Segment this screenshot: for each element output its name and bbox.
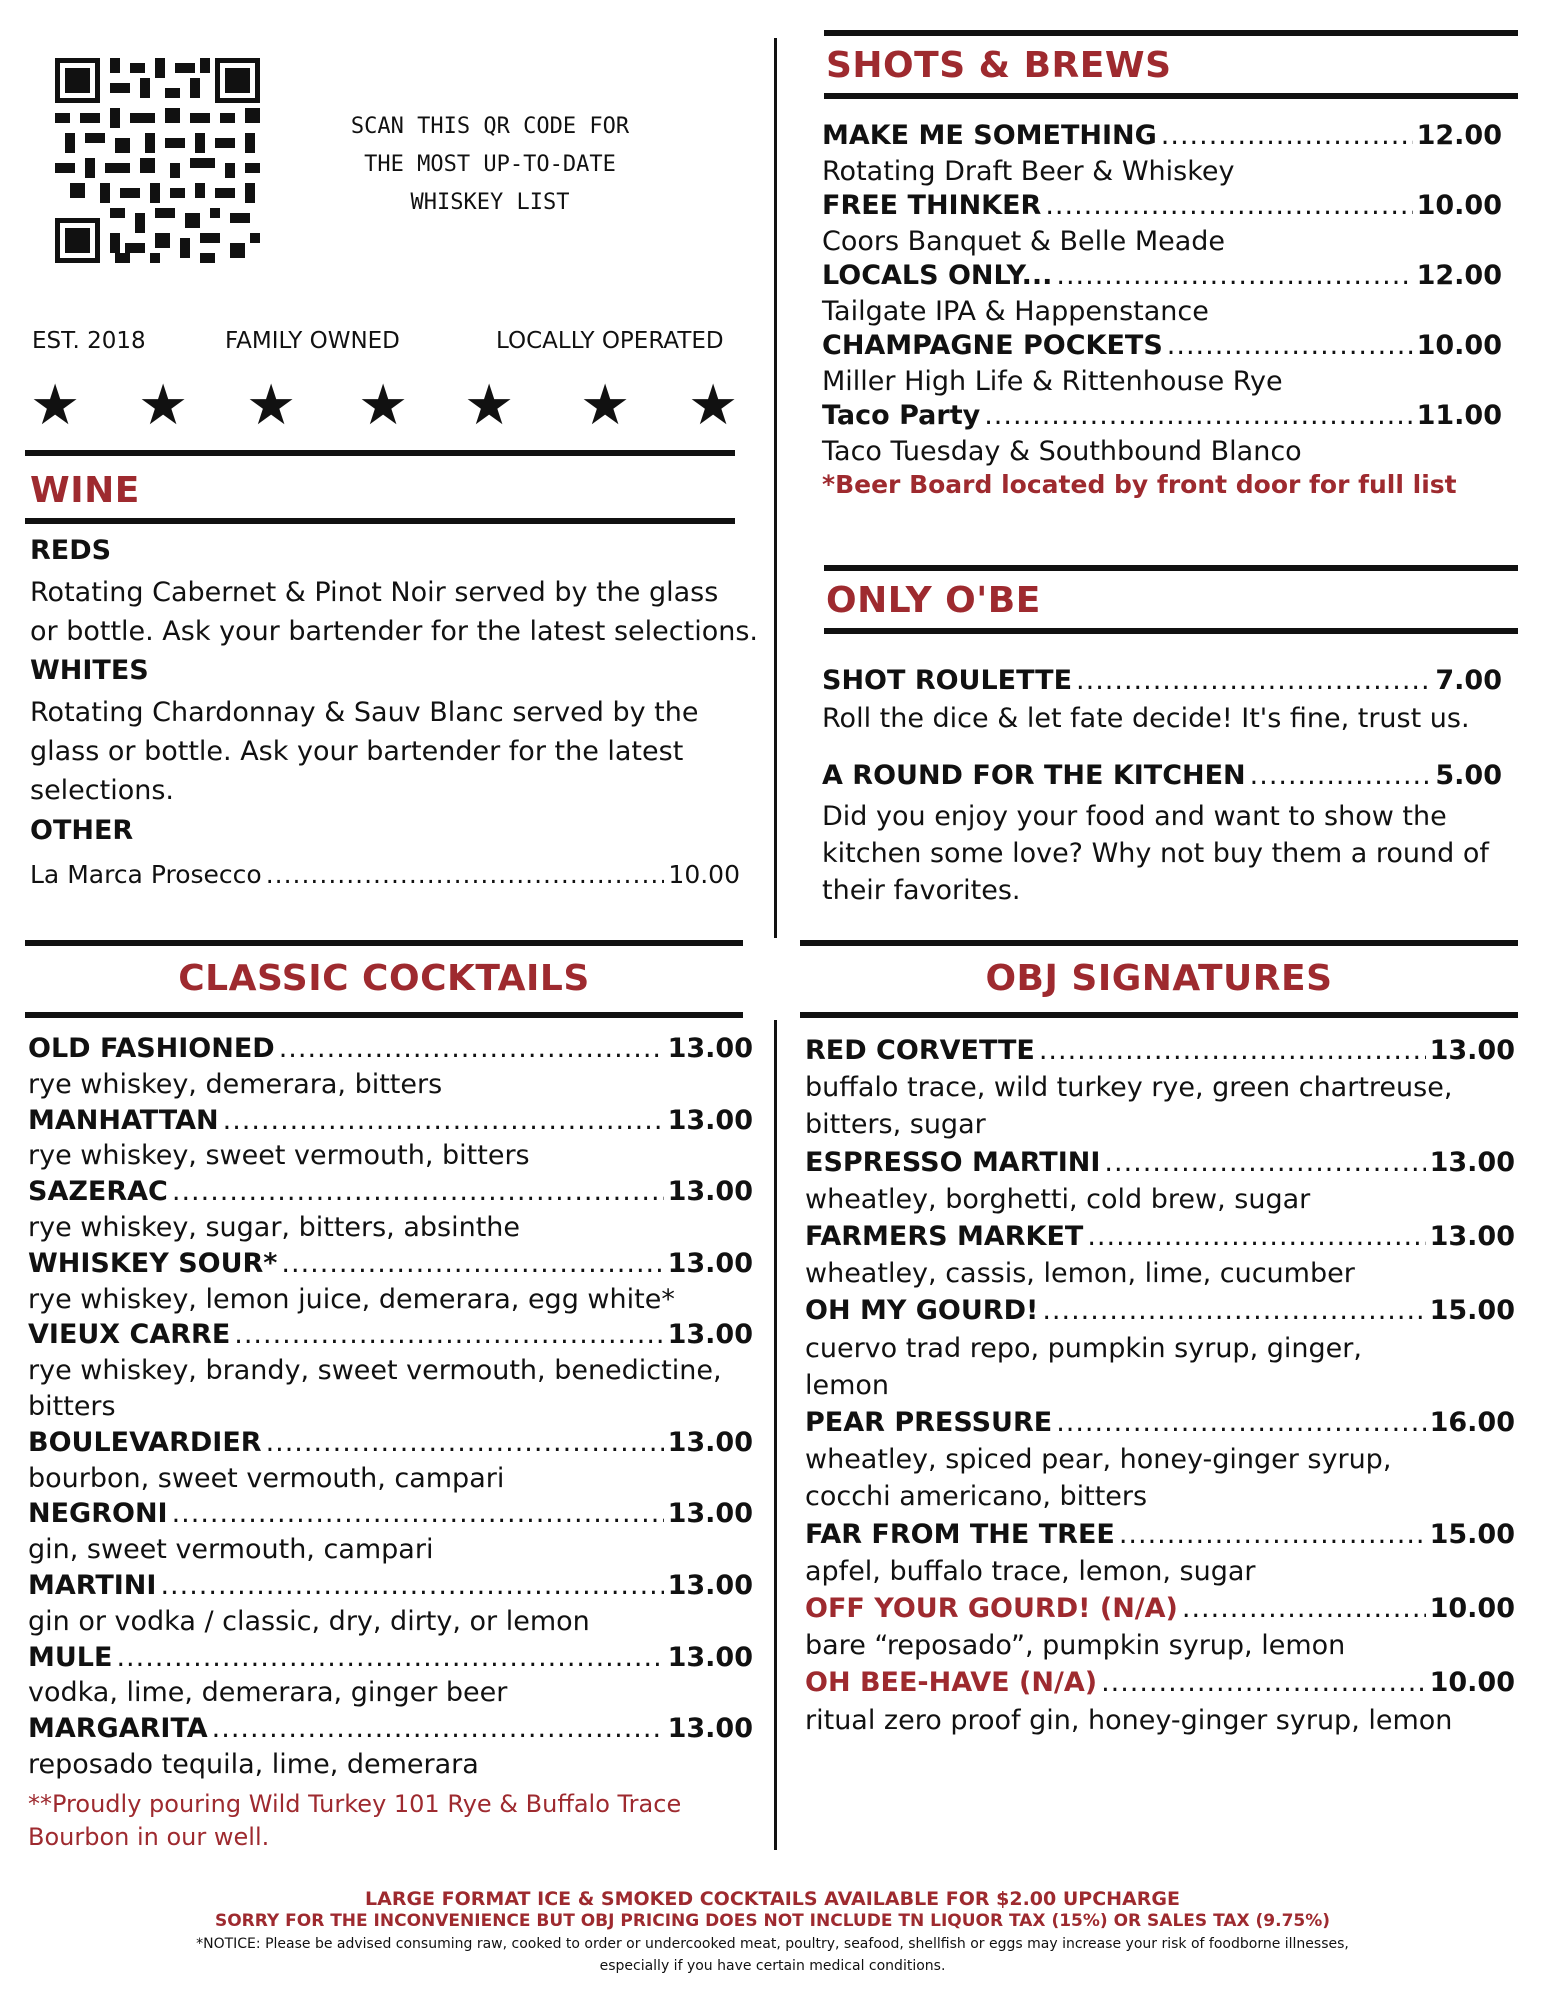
item-name: OFF YOUR GOURD! (N/A) — [805, 1593, 1178, 1624]
menu-item — [805, 1221, 1515, 1252]
item-price: 16.00 — [1429, 1407, 1515, 1438]
item-price: 11.00 — [1416, 400, 1502, 431]
qr-caption-line: SCAN THIS QR CODE FOR — [350, 114, 630, 139]
menu-item — [822, 260, 1502, 291]
item-name: A ROUND FOR THE KITCHEN — [822, 760, 1246, 791]
item-desc: lemon — [805, 1369, 890, 1401]
desc-line: or bottle. Ask your bartender for the latest selections. — [30, 616, 758, 647]
item-desc: vodka, lime, demerara, ginger beer — [28, 1677, 508, 1709]
menu-item — [30, 860, 740, 889]
item-name: BOULEVARDIER — [28, 1426, 262, 1458]
star-icon: ★ — [138, 373, 189, 438]
item-desc: buffalo trace, wild turkey rye, green chartreuse, — [805, 1072, 1453, 1104]
item-name: OH BEE-HAVE (N/A) — [805, 1667, 1098, 1699]
item-price: 7.00 — [1435, 665, 1502, 696]
dot-leader — [279, 1033, 664, 1064]
item-price: 13.00 — [667, 1033, 753, 1064]
item-desc: rye whiskey, brandy, sweet vermouth, benedictine, — [28, 1355, 722, 1387]
star-icon: ★ — [358, 373, 409, 438]
item-desc: wheatley, cassis, lemon, lime, cucumber — [805, 1258, 1355, 1290]
item-name: SAZERAC — [28, 1176, 168, 1208]
dot-leader — [172, 1176, 664, 1207]
column-divider — [774, 38, 777, 938]
locally-operated-label: LOCALLY OPERATED — [496, 328, 724, 354]
family-owned-label: FAMILY OWNED — [225, 328, 400, 354]
menu-item — [28, 1570, 753, 1601]
item-price: 13.00 — [667, 1176, 753, 1208]
dot-leader — [281, 1248, 663, 1279]
qr-caption — [300, 108, 680, 222]
item-name: SHOT ROULETTE — [822, 665, 1073, 696]
menu-item — [28, 1498, 753, 1529]
menu-item — [805, 1519, 1515, 1550]
divider — [25, 518, 735, 524]
item-price: 12.00 — [1416, 260, 1502, 291]
dot-leader — [1182, 1593, 1426, 1624]
menu-item — [822, 120, 1502, 151]
classic-title: CLASSIC COCKTAILS — [178, 958, 590, 999]
well-note: Bourbon in our well. — [28, 1823, 270, 1851]
dot-leader — [116, 1642, 663, 1673]
star-icon: ★ — [464, 373, 515, 438]
reds-description — [30, 573, 758, 651]
desc-line: their favorites. — [822, 875, 1021, 906]
item-price: 13.00 — [1429, 1221, 1515, 1252]
shots-title: SHOTS & BREWS — [826, 45, 1172, 86]
item-name: La Marca Prosecco — [30, 860, 262, 889]
dot-leader — [212, 1713, 664, 1744]
item-price: 10.00 — [1429, 1667, 1515, 1699]
item-name: PEAR PRESSURE — [805, 1407, 1053, 1438]
divider — [824, 30, 1518, 36]
dot-leader — [1042, 1295, 1425, 1326]
item-desc: bourbon, sweet vermouth, campari — [28, 1462, 505, 1494]
item-price: 10.00 — [1416, 190, 1502, 221]
item-price: 15.00 — [1429, 1518, 1515, 1550]
dot-leader — [266, 1427, 664, 1458]
dot-leader — [1119, 1519, 1426, 1550]
item-name: Taco Party — [822, 400, 981, 431]
menu-item — [822, 190, 1502, 221]
item-price: 13.00 — [1429, 1146, 1515, 1178]
item-name: OLD FASHIONED — [28, 1033, 275, 1064]
item-desc: wheatley, spiced pear, honey-ginger syrup, — [805, 1444, 1392, 1476]
item-desc: cuervo trad repo, pumpkin syrup, ginger, — [805, 1332, 1362, 1364]
item-name: OH MY GOURD! — [805, 1295, 1039, 1327]
item-name: MARGARITA — [28, 1713, 208, 1745]
item-name: CHAMPAGNE POCKETS — [822, 330, 1163, 361]
star-icon: ★ — [580, 373, 631, 438]
item-desc: Tailgate IPA & Happenstance — [822, 296, 1209, 327]
item-desc: bare “reposado”, pumpkin syrup, lemon — [805, 1630, 1346, 1662]
dot-leader — [1101, 1667, 1426, 1698]
item-price: 13.00 — [667, 1498, 753, 1530]
item-name: RED CORVETTE — [805, 1035, 1035, 1066]
est-label: EST. 2018 — [32, 328, 146, 354]
dot-leader — [234, 1319, 663, 1350]
footer-notice: *NOTICE: Please be advised consuming raw, cooked to order or undercooked meat, poultry, seafood, shellfish or eggs may increase your risk of foodborne illnesses, — [196, 1936, 1349, 1952]
dot-leader — [1039, 1035, 1426, 1066]
dot-leader — [160, 1570, 663, 1601]
item-price: 13.00 — [667, 1247, 753, 1279]
footer-upcharge: LARGE FORMAT ICE & SMOKED COCKTAILS AVAILABLE FOR $2.00 UPCHARGE — [365, 1888, 1180, 1910]
item-price: 13.00 — [667, 1570, 753, 1601]
reds-label: REDS — [30, 535, 112, 566]
item-desc: Taco Tuesday & Southbound Blanco — [822, 436, 1302, 467]
qr-caption-line: THE MOST UP-TO-DATE — [364, 152, 616, 177]
item-name: LOCALS ONLY... — [822, 260, 1053, 291]
footer-notice: especially if you have certain medical conditions. — [599, 1958, 946, 1974]
menu-item — [28, 1248, 753, 1279]
menu-item — [805, 1295, 1515, 1326]
divider — [25, 940, 743, 946]
dot-leader — [172, 1498, 664, 1529]
menu-item — [28, 1319, 753, 1350]
divider — [800, 940, 1518, 946]
column-divider — [774, 1020, 777, 1850]
item-price: 13.00 — [1429, 1035, 1515, 1066]
item-price: 13.00 — [667, 1426, 753, 1458]
item-desc: Rotating Draft Beer & Whiskey — [822, 156, 1235, 187]
menu-item — [822, 400, 1502, 431]
obe-title: ONLY O'BE — [826, 580, 1041, 621]
item-desc: rye whiskey, sugar, bitters, absinthe — [28, 1212, 521, 1243]
divider — [824, 565, 1518, 571]
kitchen-description — [822, 798, 1489, 909]
item-desc: bitters — [28, 1391, 116, 1422]
item-price: 12.00 — [1416, 120, 1502, 151]
item-name: MAKE ME SOMETHING — [822, 120, 1157, 151]
qr-code-icon — [55, 58, 260, 263]
star-icon: ★ — [30, 373, 81, 438]
item-price: 13.00 — [667, 1319, 753, 1351]
menu-item — [28, 1642, 753, 1673]
dot-leader — [1045, 190, 1412, 221]
beer-board-note: *Beer Board located by front door for full list — [822, 470, 1457, 499]
item-price: 10.00 — [1429, 1593, 1515, 1624]
desc-line: Did you enjoy your food and want to show the — [822, 801, 1447, 832]
item-desc: cocchi americano, bitters — [805, 1481, 1148, 1513]
item-desc: Coors Banquet & Belle Meade — [822, 226, 1226, 257]
item-desc: bitters, sugar — [805, 1109, 986, 1141]
item-desc: rye whiskey, sweet vermouth, bitters — [28, 1140, 530, 1172]
desc-line: kitchen some love? Why not buy them a round of — [822, 838, 1489, 869]
menu-item — [28, 1105, 753, 1136]
item-price: 10.00 — [668, 860, 740, 889]
menu-item — [28, 1176, 753, 1207]
menu-item — [28, 1427, 753, 1458]
menu-item — [28, 1033, 753, 1064]
dot-leader — [984, 400, 1412, 431]
item-name: WHISKEY SOUR* — [28, 1247, 278, 1279]
item-desc: gin or vodka / classic, dry, dirty, or lemon — [28, 1605, 590, 1637]
dot-leader — [266, 860, 665, 889]
footer-tax-note: SORRY FOR THE INCONVENIENCE BUT OBJ PRICING DOES NOT INCLUDE TN LIQUOR TAX (15%) OR SALES TAX (9.75%) — [214, 1911, 1331, 1931]
item-desc: rye whiskey, lemon juice, demerara, egg white* — [28, 1283, 675, 1315]
signatures-title: OBJ SIGNATURES — [985, 958, 1333, 999]
qr-caption-line: WHISKEY LIST — [410, 190, 570, 215]
item-price: 15.00 — [1429, 1295, 1515, 1327]
item-price: 10.00 — [1416, 330, 1502, 361]
menu-item — [822, 760, 1502, 791]
item-desc: gin, sweet vermouth, campari — [28, 1534, 434, 1566]
menu-item — [805, 1147, 1515, 1178]
dot-leader — [1076, 665, 1431, 696]
item-name: MULE — [28, 1641, 113, 1673]
item-price: 13.00 — [667, 1713, 753, 1745]
divider — [824, 628, 1518, 634]
item-desc: reposado tequila, lime, demerara — [28, 1749, 479, 1780]
dot-leader — [1167, 330, 1413, 361]
whites-label: WHITES — [30, 655, 149, 686]
item-name: ESPRESSO MARTINI — [805, 1146, 1101, 1178]
item-desc: wheatley, borghetti, cold brew, sugar — [805, 1183, 1311, 1215]
item-name: FARMERS MARKET — [805, 1221, 1084, 1252]
item-desc: ritual zero proof gin, honey-ginger syrup, lemon — [805, 1704, 1453, 1736]
other-label: OTHER — [30, 815, 134, 846]
star-icon: ★ — [246, 373, 297, 438]
divider — [800, 1012, 1518, 1018]
dot-leader — [1250, 760, 1432, 791]
menu-item — [805, 1407, 1515, 1438]
menu-item — [822, 665, 1502, 696]
desc-line: selections. — [30, 775, 175, 806]
whites-description — [30, 693, 698, 810]
desc-line: Rotating Chardonnay & Sauv Blanc served by the — [30, 697, 699, 728]
dot-leader — [223, 1105, 664, 1136]
star-icon: ★ — [688, 373, 739, 438]
menu-item — [822, 330, 1502, 361]
item-name: FREE THINKER — [822, 190, 1042, 221]
item-desc: Miller High Life & Rittenhouse Rye — [822, 366, 1283, 397]
menu-item — [805, 1035, 1515, 1066]
item-price: 13.00 — [667, 1641, 753, 1673]
well-note: **Proudly pouring Wild Turkey 101 Rye & Buffalo Trace — [28, 1790, 682, 1818]
item-name: MARTINI — [28, 1570, 157, 1601]
dot-leader — [1056, 260, 1412, 291]
item-price: 5.00 — [1435, 760, 1502, 791]
menu-item — [805, 1667, 1515, 1698]
divider — [25, 450, 735, 456]
item-price: 13.00 — [667, 1104, 753, 1136]
desc-line: glass or bottle. Ask your bartender for the latest — [30, 736, 684, 767]
item-name: NEGRONI — [28, 1498, 168, 1530]
menu-item — [28, 1713, 753, 1744]
item-desc: Roll the dice & let fate decide! It's fine, trust us. — [822, 703, 1470, 734]
dot-leader — [1056, 1407, 1425, 1438]
divider — [824, 93, 1518, 99]
dot-leader — [1161, 120, 1413, 151]
wine-title: WINE — [30, 470, 140, 511]
qr-code[interactable] — [55, 58, 260, 263]
menu-item — [805, 1593, 1515, 1624]
desc-line: Rotating Cabernet & Pinot Noir served by the glass — [30, 577, 719, 608]
dot-leader — [1087, 1221, 1425, 1252]
item-name: MANHATTAN — [28, 1104, 219, 1136]
dot-leader — [1104, 1147, 1425, 1178]
item-name: VIEUX CARRE — [28, 1319, 231, 1351]
item-name: FAR FROM THE TREE — [805, 1518, 1115, 1550]
divider — [25, 1012, 743, 1018]
item-desc: apfel, buffalo trace, lemon, sugar — [805, 1555, 1256, 1587]
item-desc: rye whiskey, demerara, bitters — [28, 1068, 443, 1100]
